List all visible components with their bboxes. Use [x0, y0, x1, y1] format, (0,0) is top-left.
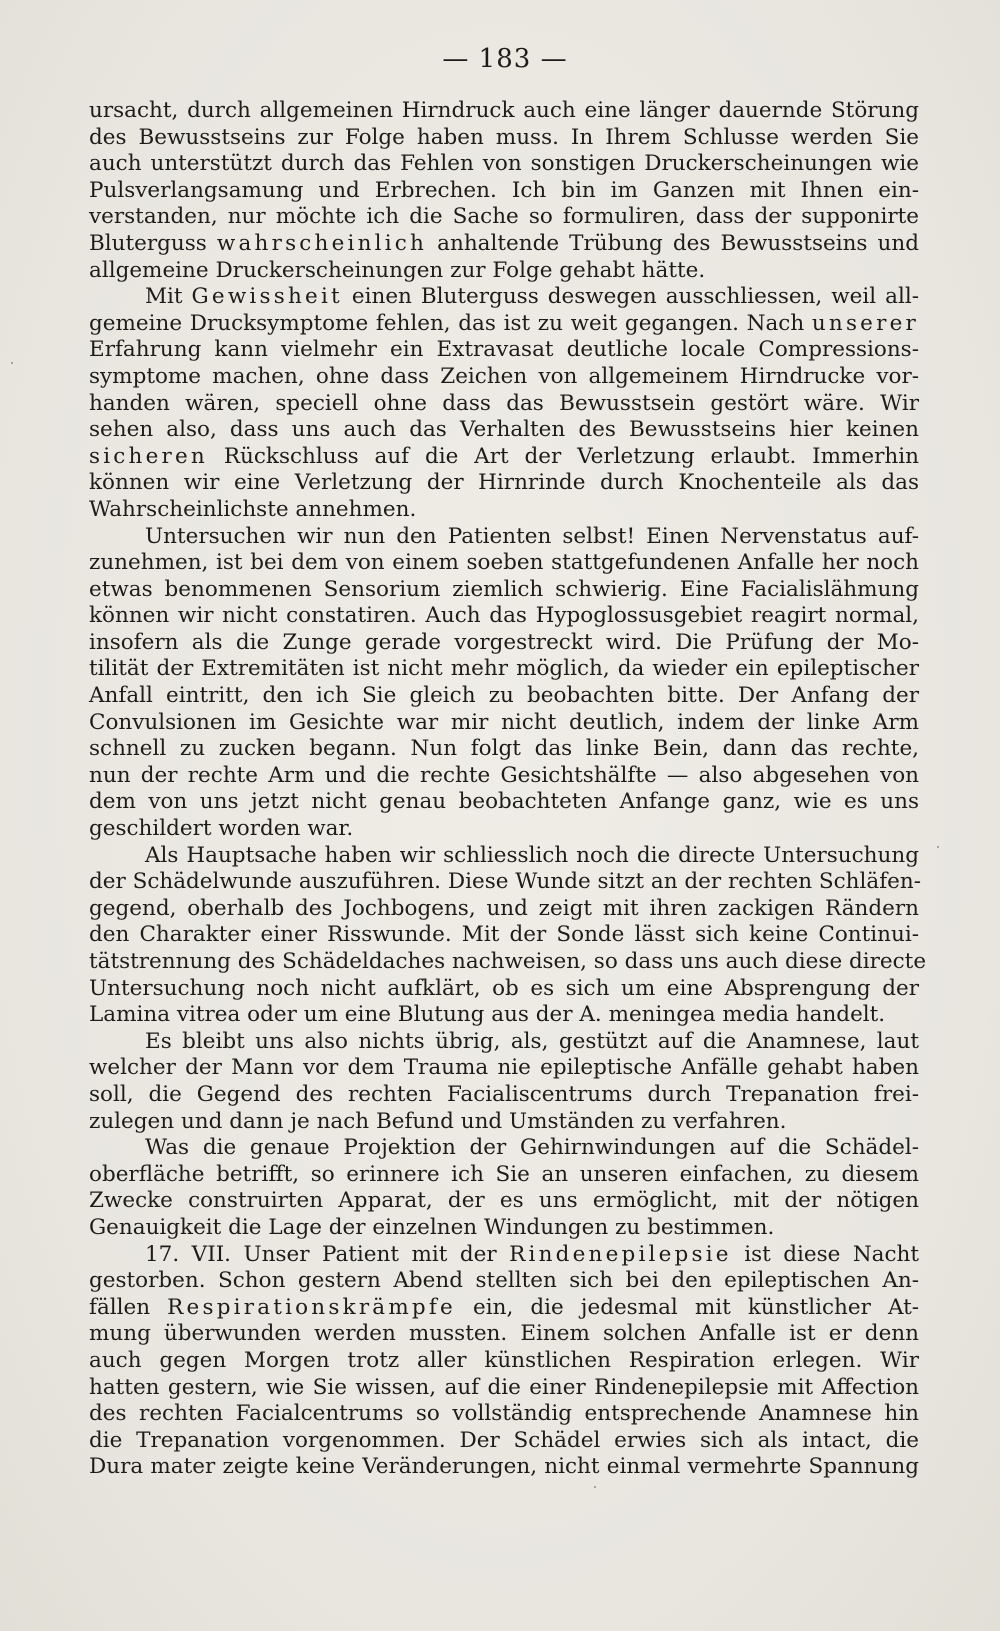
- text-segment: Erfahrung kann vielmehr ein Extravasat deutliche locale Compressions-: [89, 337, 919, 363]
- text-segment: Untersuchung noch nicht aufklärt, ob es sich um eine Absprengung der: [89, 975, 919, 1001]
- text-segment: tilität der Extremitäten ist nicht mehr möglich, da wieder ein epileptischer: [89, 656, 919, 682]
- text-line: [89, 1135, 919, 1162]
- text-segment: einen Bluterguss deswegen ausschliessen, weil all-: [342, 284, 919, 310]
- paper-speck: [937, 846, 939, 848]
- text-line: [89, 816, 919, 843]
- text-line: [89, 1428, 919, 1455]
- text-line: [89, 896, 919, 923]
- text-line: [89, 1162, 919, 1189]
- text-line: [89, 1055, 919, 1082]
- spaced-emphasis: wahrscheinlich: [216, 230, 428, 256]
- text-segment: des rechten Facialcentrums so vollständig entsprechende Anamnese hin: [89, 1401, 919, 1427]
- text-line: [89, 311, 919, 338]
- text-line: [89, 391, 919, 418]
- text-segment: Convulsionen im Gesichte war mir nicht deutlich, indem der linke Arm: [89, 709, 919, 735]
- spaced-emphasis: Respirationskrämpfe: [167, 1294, 456, 1320]
- text-segment: fällen: [89, 1294, 168, 1320]
- text-segment: Als Hauptsache haben wir schliesslich noch die directe Untersuchung: [145, 842, 919, 868]
- text-segment: gemeine Drucksymptome fehlen, das ist zu weit gegangen. Nach: [89, 310, 812, 336]
- text-line: [89, 789, 919, 816]
- text-line: [89, 1321, 919, 1348]
- text-line: [89, 1348, 919, 1375]
- text-segment: schnell zu zucken begann. Nun folgt das linke Bein, dann das rechte,: [89, 736, 919, 762]
- text-segment: der Schädelwunde auszuführen. Diese Wunde sitzt an der rechten Schläfen-: [89, 869, 922, 895]
- text-segment: geschildert worden war.: [89, 816, 354, 842]
- text-line: [89, 497, 919, 524]
- text-line: [89, 1188, 919, 1215]
- text-segment: Rückschluss auf die Art der Verletzung erlaubt. Immerhin: [207, 443, 919, 469]
- text-segment: Untersuchen wir nun den Patienten selbst! Einen Nervenstatus auf-: [145, 523, 919, 549]
- text-line: [89, 178, 919, 205]
- text-line: [89, 1082, 919, 1109]
- text-segment: den Charakter einer Risswunde. Mit der Sonde lässt sich keine Continui-: [89, 922, 919, 948]
- text-segment: Zwecke construirten Apparat, der es uns ermöglicht, mit der nötigen: [89, 1188, 919, 1214]
- spaced-emphasis: unserer: [811, 310, 919, 336]
- text-line: [89, 231, 919, 258]
- text-line: [89, 976, 919, 1003]
- text-line: [89, 683, 919, 710]
- text-line: [89, 1295, 919, 1322]
- text-line: [89, 710, 919, 737]
- text-segment: verstanden, nur möchte ich die Sache so formuliren, dass der supponirte: [89, 204, 919, 230]
- text-segment: anhaltende Trübung des Bewusstseins und: [427, 230, 919, 256]
- body-text: [89, 98, 927, 1481]
- text-segment: Es bleibt uns also nichts übrig, als, gestützt auf die Anamnese, laut: [145, 1028, 919, 1054]
- text-line: [89, 284, 919, 311]
- text-segment: Bluterguss: [89, 230, 217, 256]
- page-number: — 183 —: [442, 44, 568, 74]
- text-line: [89, 470, 919, 497]
- text-segment: auch gegen Morgen trotz aller künstlichen Respiration erlegen. Wir: [89, 1347, 919, 1373]
- text-line: [89, 736, 919, 763]
- text-segment: allgemeine Druckerscheinungen zur Folge gehabt hätte.: [89, 257, 706, 283]
- text-line: [89, 204, 919, 231]
- text-segment: nun der rechte Arm und die rechte Gesichtshälfte — also abgesehen von: [89, 762, 919, 788]
- text-segment: ein, die jedesmal mit künstlicher At-: [455, 1294, 919, 1320]
- text-segment: auch unterstützt durch das Fehlen von sonstigen Druckerscheinungen wie: [89, 151, 919, 177]
- text-segment: dem von uns jetzt nicht genau beobachteten Anfange ganz, wie es uns: [89, 789, 919, 815]
- text-segment: hatten gestern, wie Sie wissen, auf die einer Rindenepilepsie mit Affection: [89, 1374, 919, 1400]
- text-line: [89, 1268, 919, 1295]
- text-line: [89, 1401, 919, 1428]
- text-line: [89, 1215, 919, 1242]
- text-segment: gegend, oberhalb des Jochbogens, und zeigt mit ihren zackigen Rändern: [89, 895, 919, 921]
- text-line: [89, 151, 919, 178]
- text-segment: Wahrscheinlichste annehmen.: [89, 496, 417, 522]
- text-line: [89, 763, 919, 790]
- text-segment: Pulsverlangsamung und Erbrechen. Ich bin im Ganzen mit Ihnen ein-: [89, 177, 919, 203]
- spaced-emphasis: Gewissheit: [191, 284, 343, 310]
- text-segment: insofern als die Zunge gerade vorgestreckt wird. Die Prüfung der Mo-: [89, 629, 919, 655]
- text-segment: des Bewusstseins zur Folge haben muss. In Ihrem Schlusse werden Sie: [89, 124, 919, 150]
- text-segment: sehen also, dass uns auch das Verhalten des Bewusstseins hier keinen: [89, 417, 919, 443]
- text-segment: tätstrennung des Schädeldaches nachweisen, so dass uns auch diese directe: [89, 949, 927, 974]
- text-line: [89, 949, 927, 976]
- spaced-emphasis: sicheren: [89, 443, 208, 469]
- text-line: [89, 364, 919, 391]
- text-line: [89, 98, 919, 125]
- paper-speck: [11, 362, 13, 364]
- text-line: [89, 630, 919, 657]
- spaced-emphasis: Rindenepilepsie: [509, 1241, 732, 1267]
- paper-speck: [594, 1486, 596, 1488]
- text-line: [89, 843, 919, 870]
- text-segment: symptome machen, ohne dass Zeichen von allgemeinem Hirndrucke vor-: [89, 363, 919, 389]
- text-segment: die Trepanation vorgenommen. Der Schädel erwies sich als intact, die: [89, 1427, 919, 1453]
- text-line: [89, 524, 919, 551]
- text-segment: Was die genaue Projektion der Gehirnwindungen auf die Schädel-: [145, 1135, 919, 1161]
- text-line: [89, 258, 919, 285]
- text-segment: gestorben. Schon gestern Abend stellten sich bei den epileptischen An-: [89, 1268, 919, 1294]
- text-line: [89, 337, 919, 364]
- text-line: [89, 444, 919, 471]
- text-segment: können wir eine Verletzung der Hirnrinde durch Knochenteile als das: [89, 470, 919, 496]
- text-line: [89, 125, 919, 152]
- text-segment: mung überwunden werden mussten. Einem solchen Anfalle ist er denn: [89, 1321, 919, 1347]
- text-line: [89, 603, 919, 630]
- text-segment: soll, die Gegend des rechten Facialiscentrums durch Trepanation frei-: [89, 1081, 919, 1107]
- text-segment: etwas benommenen Sensorium ziemlich schwierig. Eine Facialislähmung: [89, 576, 919, 602]
- text-segment: oberfläche betrifft, so erinnere ich Sie an unseren einfachen, zu diesem: [89, 1161, 919, 1187]
- text-line: [89, 1109, 919, 1136]
- text-line: [89, 1029, 919, 1056]
- text-line: [89, 869, 922, 896]
- text-segment: handen wären, speciell ohne dass das Bewusstsein gestört wäre. Wir: [89, 390, 919, 416]
- text-segment: zunehmen, ist bei dem von einem soeben stattgefundenen Anfalle her noch: [89, 550, 919, 576]
- text-line: [89, 1454, 919, 1481]
- text-segment: ursacht, durch allgemeinen Hirndruck auch eine länger dauernde Störung: [89, 98, 919, 123]
- text-line: [89, 550, 919, 577]
- text-segment: Lamina vitrea oder um eine Blutung aus der A. meningea media handelt.: [89, 1002, 886, 1028]
- text-line: [89, 1242, 919, 1269]
- text-segment: ist diese Nacht: [731, 1241, 919, 1267]
- text-line: [89, 577, 919, 604]
- text-segment: zulegen und dann je nach Befund und Umständen zu verfahren.: [89, 1108, 787, 1134]
- text-segment: Genauigkeit die Lage der einzelnen Windungen zu bestimmen.: [89, 1214, 775, 1240]
- text-segment: Dura mater zeigte keine Veränderungen, nicht einmal vermehrte Spannung: [89, 1454, 919, 1480]
- text-segment: können wir nicht constatiren. Auch das Hypoglossusgebiet reagirt normal,: [89, 603, 919, 629]
- text-segment: 17. VII. Unser Patient mit der: [145, 1241, 510, 1267]
- text-line: [89, 1002, 919, 1029]
- text-segment: Anfall eintritt, den ich Sie gleich zu beobachten bitte. Der Anfang der: [89, 683, 919, 709]
- text-segment: welcher der Mann vor dem Trauma nie epileptische Anfälle gehabt haben: [89, 1055, 919, 1081]
- text-line: [89, 417, 919, 444]
- text-line: [89, 1375, 919, 1402]
- text-line: [89, 922, 919, 949]
- text-segment: Mit: [145, 284, 192, 310]
- text-line: [89, 656, 919, 683]
